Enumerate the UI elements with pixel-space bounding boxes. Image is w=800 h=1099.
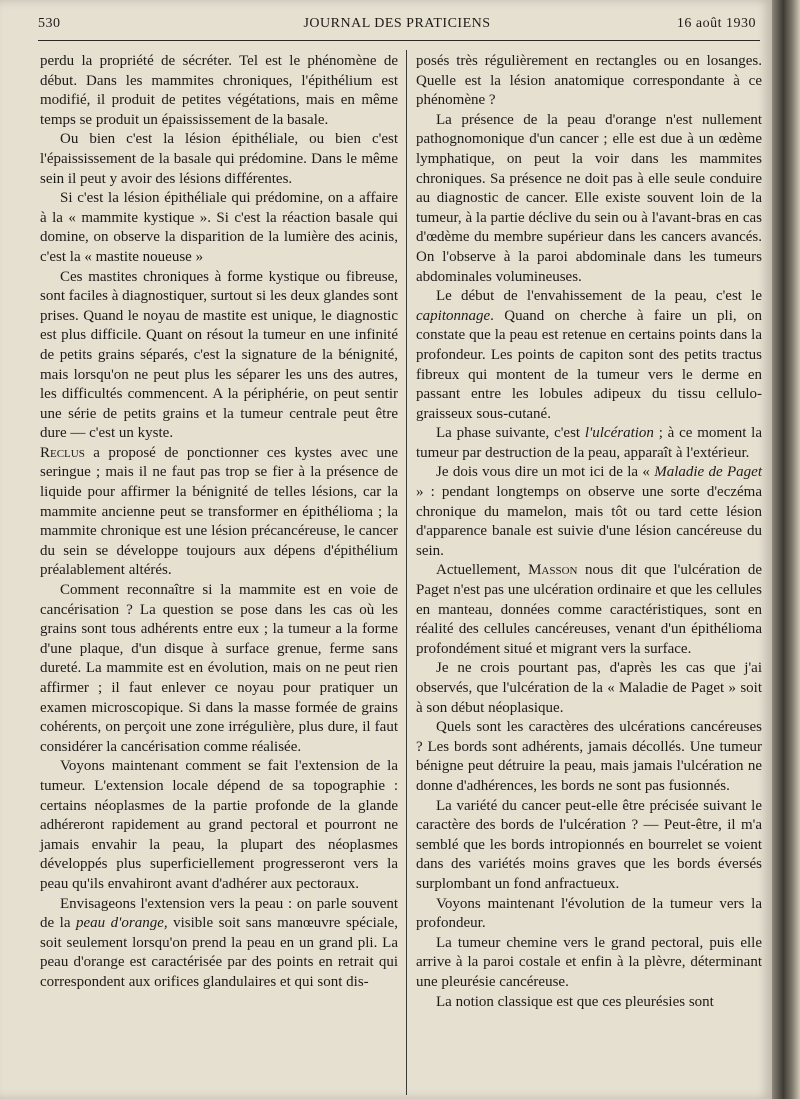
paragraph: Voyons maintenant l'évolution de la tumeur vers la profondeur.: [416, 895, 762, 932]
left-column: [40, 52, 398, 993]
page-binding-edge: [772, 0, 800, 1099]
paragraph: Ou bien c'est la lésion épithéliale, ou bien c'est l'épaississement de la basale qui prédomine. Dans le même sein il peut y avoir des lésions différentes.: [40, 131, 398, 187]
paragraph: La tumeur chemine vers le grand pectoral, puis elle arrive à la paroi costale et enfin à la plèvre, déterminant une pleurésie cancéreuse.: [416, 934, 762, 990]
paragraph: La phase suivante, c'est l'ulcération ; à ce moment la tumeur par destruction de la peau, apparaît à l'extérieur.: [416, 425, 762, 461]
paragraph: Ces mastites chroniques à forme kystique ou fibreuse, sont faciles à diagnostiquer, surtout si les deux glandes sont prises. Quand le noyau de mastite est unique, le diagnostic est plus difficile. Quant on résout la tumeur en une infinité de petits grains séparés, c'est la signature de la bénignité, mais lorsqu'on ne peut plus les séparer les uns des autres, les difficultés commencent. A la périphérie, on peut sentir une série de petits grains et la tumeur centrale peut être dure — c'est un kyste.: [40, 268, 398, 442]
paragraph: Envisageons l'extension vers la peau : on parle souvent de la peau d'orange, visible soit sans manœuvre spéciale, soit seulement lorsqu'on prend la peau en un grand pli. La peau d'orange est caractérisée par des points en retrait qui correspondent aux orifices glandulaires et qui sont dis-: [40, 895, 399, 990]
author-name: Masson: [528, 562, 578, 579]
header-rule: [38, 40, 760, 41]
right-column: [416, 52, 762, 1012]
paragraph: Voyons maintenant comment se fait l'extension de la tumeur. L'extension locale dépend de sa topographie : certains néoplasmes de la partie profonde de la glande adhéreront rapidement au grand pectoral et pourront ne jamais envahir la peau, la plupart des néoplasmes développés plus superficiellement progresseront vers la peau qu'ils envahiront avant d'adhérer aux pectoraux.: [40, 758, 398, 892]
page-number: 530: [38, 16, 61, 31]
issue-date: 16 août 1930: [676, 16, 756, 31]
column-divider: [406, 50, 407, 1095]
paragraph: Je dois vous dire un mot ici de la « Maladie de Paget » : pendant longtemps on observe une sorte d'eczéma chronique du mamelon, mais tôt ou tard cette lésion d'apparence banale est suivie d'une lésion cancéreuse du sein.: [416, 464, 763, 559]
paragraph: La présence de la peau d'orange n'est nullement pathognomonique d'un cancer ; elle est due à un œdème lymphatique, on peut la voir dans les mammites chroniques. Sa présence ne doit pas à elle seule conduire au diagnostic de cancer. Elle existe souvent loin de la tumeur, à la partie déclive du sein ou à l'avant-bras en cas d'œdème du membre supérieur dans les cancers avancés. On l'observe à la paroi abdominale dans les tumeurs abdominales volumineuses.: [416, 111, 762, 285]
journal-title: JOURNAL DES PRATICIENS: [303, 16, 491, 31]
term-emphasis: capitonnage: [416, 307, 491, 324]
paragraph: posés très régulièrement en rectangles ou en losanges. Quelle est la lésion anatomique correspondante à ce phénomène ?: [416, 53, 762, 109]
paragraph: Comment reconnaître si la mammite est en voie de cancérisation ? La question se pose dans les cas où les grains sont tous adhérents entre eux ; la tumeur a la forme d'une plaque, d'un disque à surface grenue, ferme sans dureté. La mammite est en évolution, mais on ne peut rien affirmer ; il faut enlever ce noyau pour pratiquer un examen microscopique. Si dans la masse formée de grains cohérents, on perçoit une zone irrégulière, plus dure, il faut considérer la cancérisation comme réalisée.: [40, 582, 398, 755]
paragraph: Reclus a proposé de ponctionner ces kystes avec une seringue ; mais il ne faut pas trop se fier à la présence de liquide pour affirmer la bénignité de telles lésions, car la mammite ancienne peut se transformer en épithélioma ; la mammite chronique est une lésion précancéreuse, le cancer du sein se développe toujours aux dépens d'épithélium préalablement altérés.: [40, 444, 398, 579]
paragraph: perdu la propriété de sécréter. Tel est le phénomène de début. Dans les mammites chroniques, l'épithélium est modifié, il produit de petites végétations, mais en même temps se produit un épaississement de la basale.: [40, 53, 398, 128]
running-header: [38, 14, 756, 36]
paragraph: La variété du cancer peut-elle être précisée suivant le caractère des bords de l'ulcération ? — Peut-être, il m'a semblé que les bords intropionnés en bourrelet se voient dans des variétés moins graves que les bords éversés surplombant un fond anfractueux.: [416, 797, 762, 892]
paragraph: Actuellement, Masson nous dit que l'ulcération de Paget n'est pas une ulcération ordinaire et que les cellules en manteau, données comme caractéristiques, sont en réalité des cellules cancéreuses, venant d'un épithélioma profondément situé et migrant vers la surface.: [416, 562, 762, 657]
paragraph: Quels sont les caractères des ulcérations cancéreuses ? Les bords sont adhérents, jamais décollés. Une tumeur bénigne peut détruire la peau, mais jamais l'ulcération ne donne d'adhérences, les bords ne sont pas fusionnés.: [416, 719, 762, 794]
term-emphasis: Maladie de Paget: [654, 464, 763, 481]
paragraph: Si c'est la lésion épithéliale qui prédomine, on a affaire à la « mammite kystique ». Si c'est la réaction basale qui domine, on observe la disparition de la lumière des acinis, c'est la « mastite noueuse »: [40, 190, 398, 265]
term-emphasis: peau d'orange: [76, 915, 164, 932]
paragraph: Le début de l'envahissement de la peau, c'est le capitonnage. Quand on cherche à faire un pli, on constate que la peau est retenue en certains points dans la profondeur. Les points de capiton sont des petits tractus fibreux qui montent de la tumeur vers le derme en passant entre les lobules adipeux du tissu cellulo-graisseux sous-cutané.: [416, 288, 762, 422]
paragraph: Je ne crois pourtant pas, d'après les cas que j'ai observés, que l'ulcération de la « Maladie de Paget » soit à son début néoplasique.: [416, 660, 762, 716]
paragraph: La notion classique est que ces pleurésies sont: [436, 993, 714, 1010]
term-emphasis: l'ulcération: [584, 425, 654, 442]
author-name: Reclus: [40, 444, 85, 461]
